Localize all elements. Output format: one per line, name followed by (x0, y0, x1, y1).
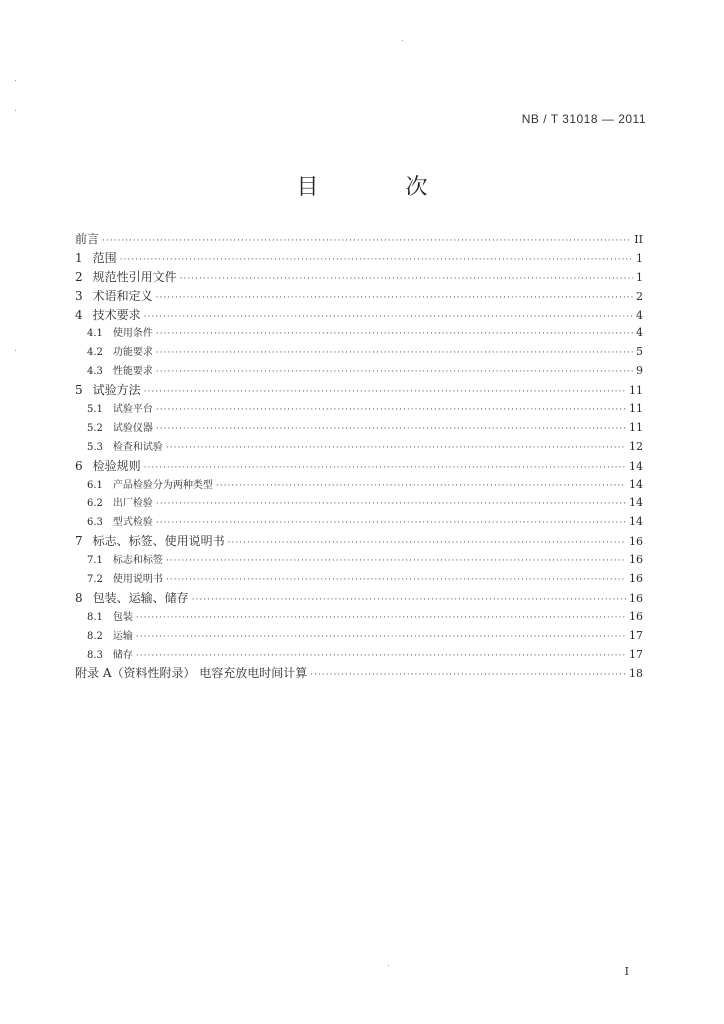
dot-leader (144, 308, 633, 327)
toc-entry-page: 11 (629, 402, 643, 416)
toc-entry (75, 268, 643, 287)
toc-entry-page: 17 (629, 647, 643, 661)
toc-entry-number: 5 (75, 383, 83, 398)
toc-entry-page: 4 (636, 308, 643, 322)
dot-leader (216, 477, 626, 496)
toc-entry-number: 5.1 (87, 404, 103, 416)
toc-entry-title: 产品检验分为两种类型 (112, 479, 213, 491)
dot-leader (136, 647, 626, 666)
dot-leader (144, 383, 626, 402)
toc-entry (75, 249, 643, 268)
toc-entry-page: 16 (629, 572, 643, 586)
toc-entry-number: 1 (75, 250, 83, 265)
toc-entry-title: 使用说明书 (112, 574, 163, 586)
toc-entry-page: 14 (629, 477, 643, 491)
toc-entry (75, 400, 643, 419)
toc-entry-page: 5 (636, 345, 643, 359)
toc-entry-number: 6.2 (87, 498, 103, 510)
dot-leader (156, 289, 633, 308)
dot-leader (180, 270, 633, 289)
toc-entry-title: 前言 (75, 232, 100, 246)
dot-leader (310, 666, 626, 685)
toc-entry-number: 8.3 (87, 649, 103, 661)
toc-entry-title: 包装 (112, 611, 133, 623)
toc-entry-page: 16 (629, 609, 643, 623)
toc-entry-page: 1 (636, 251, 643, 265)
toc-entry-title: 运输 (112, 630, 133, 642)
toc-entry-title: 储存 (112, 649, 133, 661)
toc-entry (75, 230, 643, 249)
toc-entry-title: 出厂检验 (112, 498, 153, 510)
dot-leader (156, 325, 633, 344)
toc-entry-number: 7.2 (87, 574, 103, 586)
toc-entry-title: 术语和定义 (92, 288, 153, 303)
toc-entry-page: 16 (629, 553, 643, 567)
toc-entry-title: 试验仪器 (112, 422, 153, 434)
toc-entry (75, 324, 643, 343)
page-number: I (624, 965, 629, 978)
toc-entry-page: 11 (629, 384, 643, 398)
dot-leader (156, 401, 626, 420)
toc-entry-page: 1 (636, 270, 643, 284)
toc-entry-page: 16 (629, 591, 643, 605)
toc-entry (75, 362, 643, 381)
toc-entry-title: 包装、运输、储存 (92, 590, 189, 605)
toc-entry-title: 性能要求 (112, 366, 153, 378)
toc-entry-number: 2 (75, 269, 83, 284)
toc-entry (75, 306, 643, 325)
dot-leader (120, 251, 633, 270)
toc-entry-number: 8 (75, 590, 83, 605)
toc-entry (75, 287, 643, 306)
toc-entry-page: 4 (636, 326, 643, 340)
toc-entry (75, 476, 643, 495)
toc-entry (75, 608, 643, 627)
dot-leader (102, 232, 631, 251)
toc-entry (75, 343, 643, 362)
toc-entry (75, 438, 643, 457)
toc-entry-title: 检验规则 (92, 458, 141, 473)
page-title: 目 次 (296, 175, 468, 200)
scan-speck (15, 80, 16, 81)
toc-entry-page: II (634, 233, 643, 246)
toc-entry-title: 型式检验 (112, 517, 153, 529)
toc-entry (75, 381, 643, 400)
toc-entry-page: 11 (629, 420, 643, 434)
dot-leader (192, 591, 626, 610)
toc-entry-number: 5.3 (87, 441, 103, 453)
toc-entry-page: 14 (629, 515, 643, 529)
toc-entry-number: 3 (75, 288, 83, 303)
toc-entry-page: 14 (629, 459, 643, 473)
toc-entry-title: 功能要求 (112, 347, 153, 359)
toc-entry-title: 标志、标签、使用说明书 (92, 534, 225, 549)
toc-entry (75, 627, 643, 646)
dot-leader (156, 420, 626, 439)
toc-entry-title: 标志和标签 (112, 555, 163, 567)
toc-entry-number: 6.3 (87, 517, 103, 529)
toc-entry (75, 457, 643, 476)
scan-speck (15, 110, 16, 111)
toc-entry-number: 4.3 (87, 366, 103, 378)
toc-entry-title: 试验方法 (92, 383, 141, 398)
standard-code: NB / T 31018 — 2011 (521, 112, 646, 126)
dot-leader (156, 514, 626, 533)
toc-entry-page: 18 (629, 667, 643, 681)
toc-entry-title: 规范性引用文件 (92, 269, 177, 284)
toc-entry-number: 8.2 (87, 630, 103, 642)
table-of-contents (75, 230, 643, 683)
dot-leader (156, 495, 626, 514)
toc-entry-page: 14 (629, 496, 643, 510)
toc-entry-number: 8.1 (87, 611, 103, 623)
dot-leader (156, 363, 633, 382)
toc-entry-number: 7 (75, 534, 83, 549)
toc-entry-page: 12 (629, 439, 643, 453)
toc-entry (75, 570, 643, 589)
toc-entry (75, 419, 643, 438)
toc-entry-title: 技术要求 (92, 307, 141, 322)
toc-entry-number: 4.2 (87, 347, 103, 359)
toc-entry-number: 7.1 (87, 555, 103, 567)
toc-entry-title: 试验平台 (112, 404, 153, 416)
dot-leader (144, 459, 626, 478)
toc-entry-title: 附录 A（资料性附录） 电容充放电时间计算 (75, 666, 308, 681)
toc-entry (75, 513, 643, 532)
dot-leader (166, 571, 626, 590)
toc-entry-number: 6 (75, 458, 83, 473)
scan-speck (15, 350, 16, 351)
dot-leader (136, 609, 626, 628)
toc-entry-number: 6.1 (87, 479, 103, 491)
toc-entry (75, 551, 643, 570)
toc-entry-number: 4 (75, 307, 83, 322)
toc-entry (75, 664, 643, 683)
scan-speck (388, 965, 389, 966)
toc-entry (75, 494, 643, 513)
toc-entry-title: 检查和试验 (112, 441, 163, 453)
toc-entry-number: 4.1 (87, 328, 103, 340)
scan-speck (402, 40, 403, 41)
dot-leader (136, 628, 626, 647)
toc-entry-number: 5.2 (87, 422, 103, 434)
toc-entry-title: 范围 (92, 250, 117, 265)
toc-entry (75, 532, 643, 551)
toc-entry-page: 2 (636, 289, 643, 303)
toc-entry-page: 17 (629, 628, 643, 642)
dot-leader (166, 552, 626, 571)
toc-entry-title: 使用条件 (112, 328, 153, 340)
toc-entry (75, 646, 643, 665)
dot-leader (228, 534, 626, 553)
dot-leader (156, 344, 633, 363)
toc-entry-page: 9 (636, 364, 643, 378)
dot-leader (166, 439, 626, 458)
toc-entry (75, 589, 643, 608)
toc-entry-page: 16 (629, 535, 643, 549)
